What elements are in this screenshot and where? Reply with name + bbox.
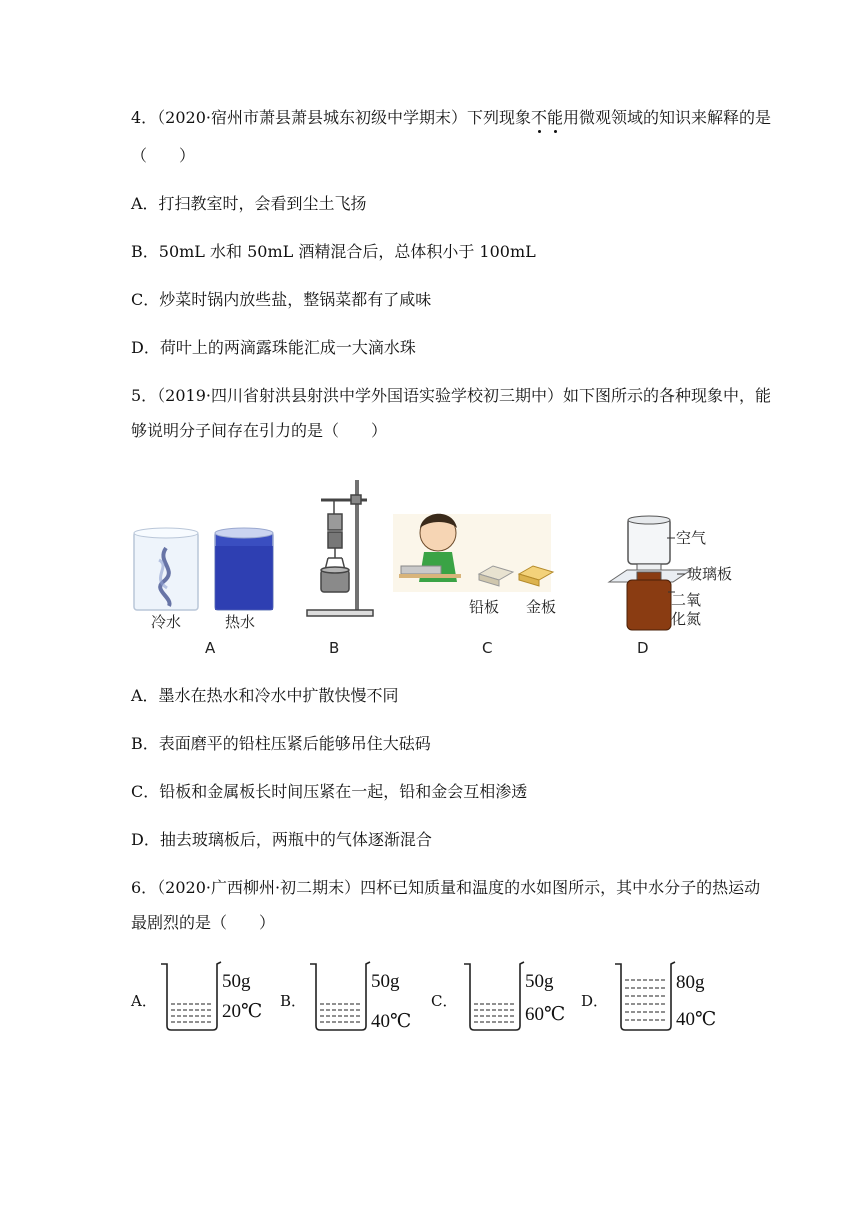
panel-a-cold-water-beaker [134,528,198,610]
q5-option-a: A．墨水在热水和冷水中扩散快慢不同 [131,686,399,705]
q6-stem-line2: 最剧烈的是（ ） [131,913,276,932]
label-panel-d: D [637,639,649,657]
label-panel-c: C [482,639,493,657]
beaker-c-temp: 60℃ [525,1004,566,1025]
q6-option-c-letter: C． [431,992,458,1010]
q5-stem-line2: 够说明分子间存在引力的是（ ） [131,421,388,440]
label-glass-plate: 玻璃板 [687,565,733,583]
beaker-c-mass: 50g [525,971,554,992]
beaker-a [158,960,276,1036]
q6-option-a-letter: A． [131,992,157,1010]
q4-stem-line2: （ ） [131,146,196,165]
panel-d-no2-bottle [627,572,671,630]
label-no2-line1: 二氧 [671,591,702,609]
label-air: 空气 [676,529,707,547]
label-panel-a: A [205,639,216,657]
q5-figure [131,470,751,665]
q6-beaker-options [131,960,731,1040]
beaker-d-temp: 40℃ [676,1009,717,1030]
panel-a-hot-water-beaker [215,528,273,610]
label-lead-plate: 铅板 [469,598,500,616]
beaker-b [307,960,425,1036]
beaker-c [461,960,579,1036]
beaker-b-temp: 40℃ [371,1011,412,1032]
q5-option-b: B．表面磨平的铅柱压紧后能够吊住大砝码 [131,734,431,753]
label-panel-b: B [329,639,340,657]
emphasis-can: 能 [547,108,564,127]
q4-option-d: D．荷叶上的两滴露珠能汇成一大滴水珠 [131,338,416,357]
label-hot-water: 热水 [225,613,256,631]
q6-stem-line1: 6．（2020·广西柳州·初二期末）四杯已知质量和温度的水如图所示，其中水分子的热运动 [131,878,761,897]
q4-option-a: A．打扫教室时，会看到尘土飞扬 [131,194,367,213]
panel-b-stand [307,480,373,616]
q5-stem-line1: 5．（2019·四川省射洪县射洪中学外国语实验学校初三期中）如下图所示的各种现象中，能 [131,386,771,405]
beaker-d-mass: 80g [676,972,705,993]
label-no2-line2: 化氮 [671,610,702,628]
label-cold-water: 冷水 [151,613,182,631]
q4-option-b: B．50mL 水和 50mL 酒精混合后，总体积小于 100mL [131,242,536,261]
beaker-d [612,960,730,1036]
beaker-a-mass: 50g [222,971,251,992]
q5-option-c: C．铅板和金属板长时间压紧在一起，铅和金会互相渗透 [131,782,528,801]
beaker-b-mass: 50g [371,971,400,992]
q4-option-c: C．炒菜时锅内放些盐，整锅菜都有了咸味 [131,290,432,309]
q6-option-d-letter: D． [581,992,609,1010]
emphasis-not: 不 [531,108,548,127]
beaker-a-temp: 20℃ [222,1001,263,1022]
label-gold-plate: 金板 [526,598,557,616]
q6-option-b-letter: B． [280,992,307,1010]
q4-stem-line1: 4．（2020·宿州市萧县萧县城东初级中学期末）下列现象不能用微观领域的知识来解释的是 [131,108,772,127]
q5-option-d: D．抽去玻璃板后，两瓶中的气体逐渐混合 [131,830,432,849]
panel-d-air-bottle [628,516,670,572]
